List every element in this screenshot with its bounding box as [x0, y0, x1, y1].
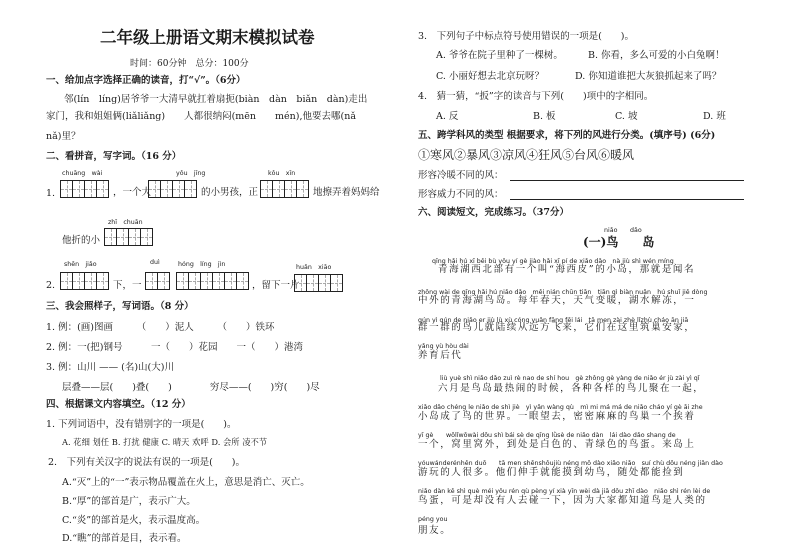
writing-grid-zhichuan[interactable] — [104, 228, 152, 246]
passage-line-4: 养育后代 — [418, 350, 463, 361]
section-6-heading: 六、阅读短文，完成练习。（37分） — [418, 207, 569, 218]
question-4-2-option-b: B.“厚”的部首是广，表示广大。 — [62, 496, 196, 507]
row-1-text-3: 地擦弄着妈妈给 — [313, 187, 380, 198]
passage-pinyin-5: liù yuè shì niǎo dǎo zuì rè nao de shí hou gè zhǒng gè yàng de niǎo ér jù zài yì qǐ — [440, 375, 700, 382]
question-3: 3. 下列句子中标点符号使用错误的一项是( )。 — [418, 31, 634, 42]
passage-line-9: 鸟蛋，可是却没有人去碰一下，因为大家都知道鸟是人类的 — [418, 495, 707, 506]
section-4-heading: 四、根据课文内容填空。（12 分） — [46, 399, 191, 410]
passage-line-8: 游玩的人很多。他们伸手就能摸到幼鸟，随处都能捡到 — [418, 467, 685, 478]
writing-grid-dui[interactable] — [145, 272, 169, 290]
question-number: 2. — [46, 280, 56, 291]
passage-line-2: 中外的青海湖鸟岛。每年春天，天气变暖，湖水解冻，一 — [418, 295, 696, 306]
pinyin-zhichuan: zhī chuān — [108, 219, 143, 226]
question-4-1-options: A. 花细 划任 B. 打扰 健康 C. 晴天 欢呼 D. 会所 凌不节 — [62, 437, 268, 447]
pinyin-huanxiao: huǎn xiāo — [296, 264, 332, 271]
question-4: 4. 猜一猜，“扳”字的读音与下列( )项中的字相同。 — [418, 91, 654, 102]
passage-pinyin-4: yǎng yù hòu dài — [418, 343, 469, 350]
question-number: 1. — [46, 188, 56, 199]
question-4-2-option-a: A.“灭”上的“一”表示物品覆盖在火上，意思是消亡、灭亡。 — [62, 477, 310, 488]
question-4-option-d: D. 班 — [703, 111, 726, 122]
pinyin-kouxin: kǒu xīn — [268, 170, 296, 177]
passage-pinyin-2: zhōng wài de qīng hǎi hú niǎo dǎo měi nián chūn tiān tiān qì biàn nuǎn hú shuǐ jiě dòng — [418, 289, 714, 296]
writing-grid-shenjiao[interactable] — [60, 272, 108, 290]
answer-label-strength: 形容威力不同的风： — [418, 189, 504, 200]
exam-info: 时间：60分钟 总分：100分 — [130, 59, 249, 69]
row-1-text-1: ，一个大 — [113, 187, 152, 198]
passage-line-10: 朋友。 — [418, 525, 452, 536]
answer-line-temperature[interactable] — [510, 180, 744, 181]
pinyin-shenjiao: shēn jiǎo — [64, 261, 97, 268]
row-2-text-1: 他折的小 — [62, 235, 101, 246]
section-1-line-3: nǎ)里？ — [46, 131, 81, 142]
writing-grid-chuangwai[interactable] — [60, 180, 108, 198]
passage-line-3: 群一群的鸟儿就陆续从远方飞来，它们在这里筑巢安家， — [418, 322, 696, 333]
question-4-1: 1. 下列词语中，没有错别字的一项是( )。 — [46, 419, 237, 430]
row-3-text-1: 下，一 — [113, 280, 142, 291]
pinyin-chuangwai: chuāng wài — [62, 170, 103, 177]
passage-title: (一)鸟 岛 — [583, 235, 655, 249]
section-1-heading: 一、给加点字选择正确的读音，打“√”。（6分） — [46, 75, 246, 86]
question-4-option-a: A. 反 — [436, 111, 459, 122]
passage-pinyin-6: xiǎo dǎo chéng le niǎo de shì jiè yì yǎn wàng qù mì mi má má de niǎo cháo yí gè āi zhe — [418, 404, 703, 411]
pinyin-honglingjin: hóng líng jìn — [178, 261, 226, 268]
passage-title-pinyin: niǎo dǎo — [604, 227, 642, 234]
writing-grid-kouxin[interactable] — [260, 180, 308, 198]
pinyin-dui: duì — [150, 259, 160, 266]
section-3-line-1: 1. 例：(画)图画 （ ）泥人 （ ）铁环 — [46, 322, 275, 333]
question-3-option-d: D. 你知道谁把大灰狼抓起来了吗？ — [575, 71, 722, 82]
question-4-2-option-c: C.“炎”的部首是火，表示温度高。 — [62, 515, 206, 526]
pinyin-youjing: yǒu jīng — [176, 170, 206, 177]
answer-line-strength[interactable] — [510, 199, 744, 200]
writing-grid-honglingjin[interactable] — [176, 272, 248, 290]
question-3-option-b: B. 你看，多么可爱的小白兔啊！ — [588, 50, 725, 61]
row-3-text-2: ，留下一片 — [252, 280, 300, 291]
question-4-2-option-d: D.“瞧”的部首是目，表示看。 — [62, 533, 187, 544]
section-5-heading: 五、跨学科风的类型 根据要求，将下列的风进行分类。(填序号) (6分) — [418, 130, 716, 141]
question-3-option-c: C. 小丽好想去北京玩呀？ — [436, 71, 544, 82]
section-3-heading: 三、我会照样子，写词语。（8 分） — [46, 301, 194, 312]
writing-grid-youjing[interactable] — [148, 180, 196, 198]
question-4-option-b: B. 板 — [533, 111, 556, 122]
passage-pinyin-10: péng you — [418, 516, 448, 523]
wind-items: ①寒风②暴风③凉风④狂风⑤台风⑥暖风 — [418, 148, 635, 162]
section-2-heading: 二、看拼音，写字词。（16 分） — [46, 151, 182, 162]
passage-line-7: 一个，窝里窝外，到处是白色的、青绿色的鸟蛋。来岛上 — [418, 439, 696, 450]
section-3-line-3: 3. 例：山川 —— (名)山(大)川 — [46, 362, 174, 373]
question-4-option-c: C. 坡 — [615, 111, 638, 122]
writing-grid-huanxiao[interactable] — [294, 274, 342, 292]
section-3-line-4: 层叠——层( )叠( ) 穷尽——( )穷( )尽 — [62, 382, 320, 393]
section-1-line-2: 家门，我和姐姐俩(liǎliǎng) 人都很纳闷(mēn mén),他要去哪(nǎ — [46, 111, 357, 122]
question-4-2: 2. 下列有关汉字的说法有误的一项是( )。 — [48, 457, 245, 468]
passage-pinyin-8: yóuwánderénhěn duō tā men shēnshǒujiù néng mō dào xiǎo niǎo suí chù dōu néng jiǎn dào — [418, 460, 723, 467]
question-3-option-a: A. 爷爷在院子里种了一棵树。 — [436, 50, 563, 61]
passage-line-5: 六月是鸟岛最热闹的时候，各种各样的鸟儿聚在一起， — [438, 383, 705, 394]
passage-pinyin-1: qīng hǎi hú xī běi bù yǒu yí gè jiào hǎi xī pí de xiǎo dǎo nà jiù shì wén míng — [432, 258, 674, 265]
passage-pinyin-9: niǎo dàn kě shì què méi yǒu rén qù pèng yí xià yīn wèi dà jiā dōu zhī dào niǎo shì rén lèi de — [418, 488, 711, 495]
page-title: 二年级上册语文期末模拟试卷 — [100, 28, 315, 47]
answer-label-temperature: 形容冷暖不同的风： — [418, 170, 504, 181]
section-1-line-1: 邻(lín líng)居爷爷一大清早就扛着扇扼(biàn dàn biǎn dàn)走出 — [64, 94, 368, 105]
passage-pinyin-3: qún yì qún de niǎo er jiù lù xù cóng yuǎn fāng fēi lái tā men zài zhè lǐzhù cháo ān jiā — [418, 317, 689, 324]
row-1-text-2: 的小男孩，正 — [201, 187, 259, 198]
passage-pinyin-7: yī gè wōlǐwōwài dōu shì bái sè de qīng lǜsè de niǎo dàn lái dào dǎo shang de — [418, 432, 676, 439]
section-3-line-2: 2. 例：一(把)钢号 一（ ）花园 一（ ）港湾 — [46, 342, 303, 353]
passage-line-1: 青海湖西北部有一个叫“海西皮”的小岛，那就是闻名 — [438, 264, 696, 275]
passage-line-6: 小岛成了鸟的世界。一眼望去，密密麻麻的鸟巢一个挨着 — [418, 411, 696, 422]
